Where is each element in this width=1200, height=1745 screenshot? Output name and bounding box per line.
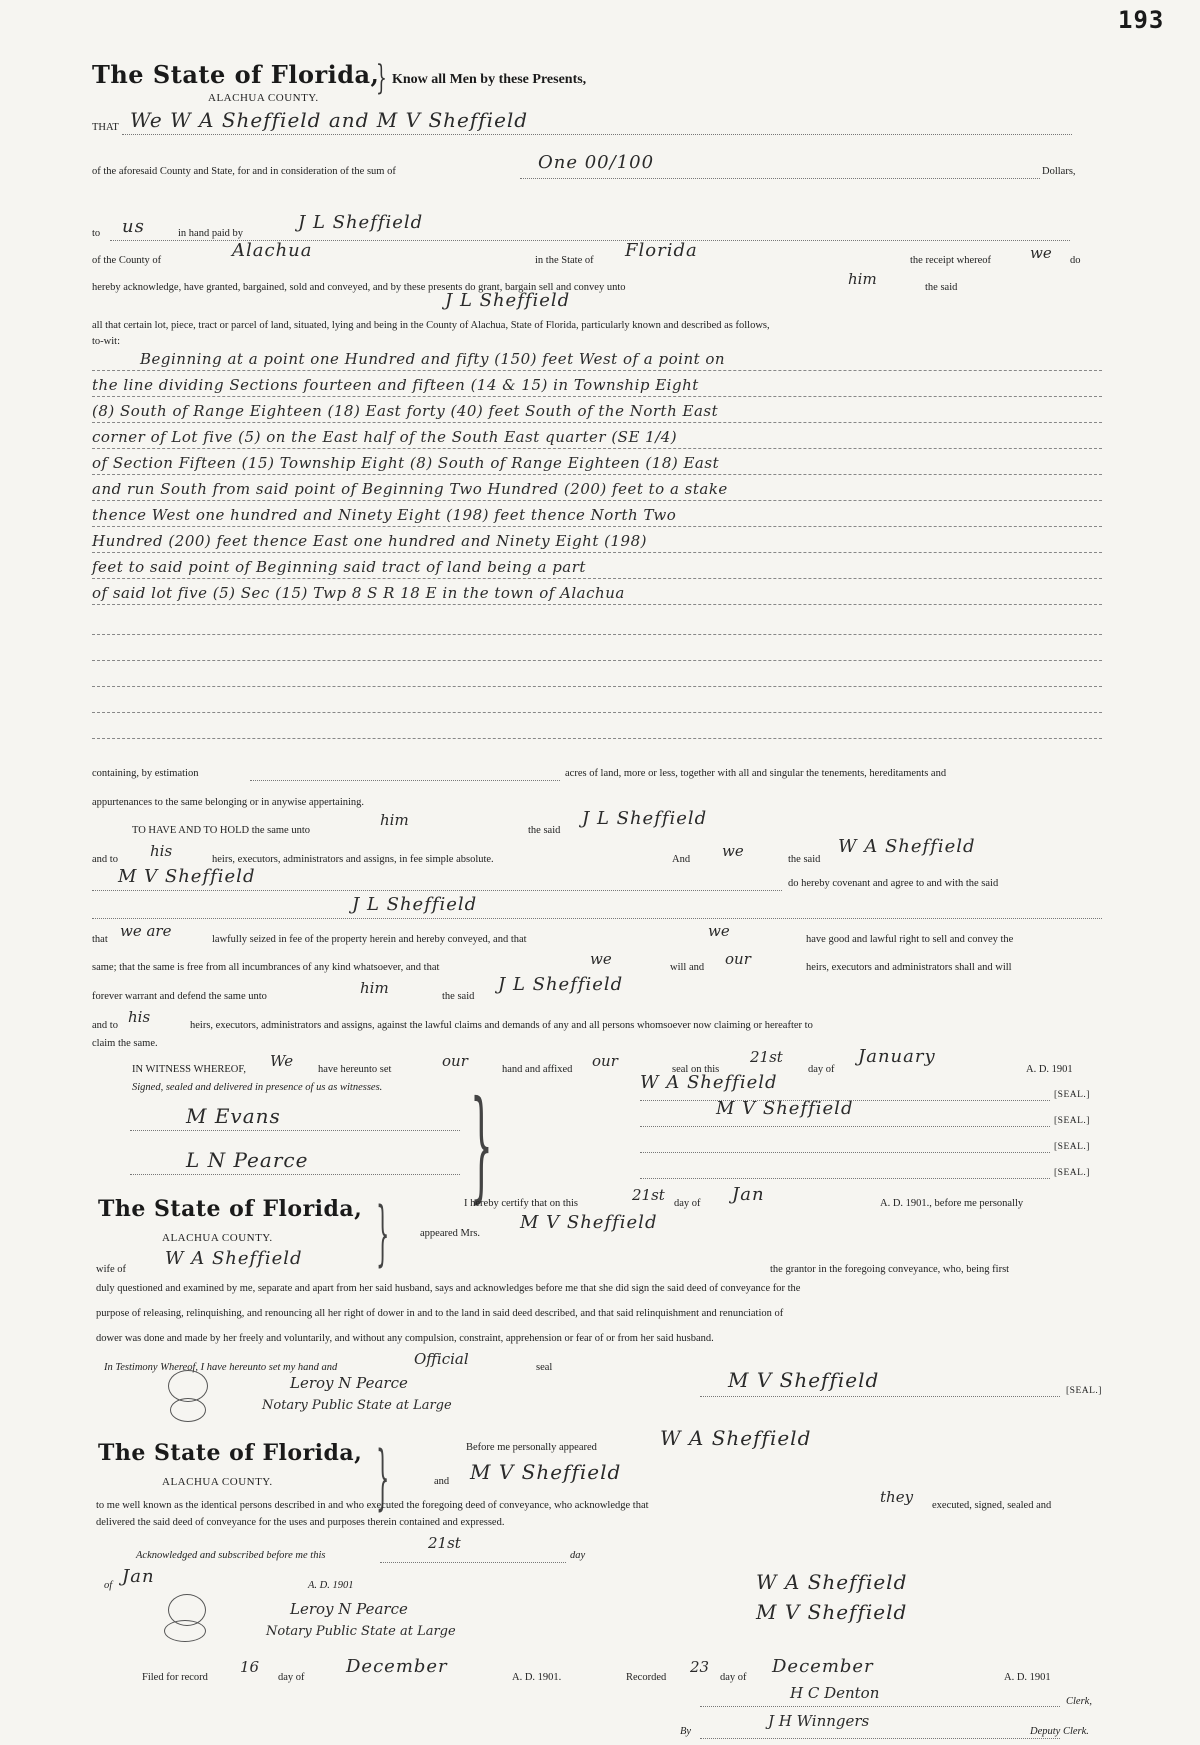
filed-text: Filed for record	[142, 1672, 208, 1683]
lawfully-handwritten: we	[708, 922, 730, 940]
dower-brace: }	[376, 1192, 390, 1274]
rec-month-handwritten: December	[772, 1656, 874, 1677]
forever-text: forever warrant and defend the same unto	[92, 991, 267, 1002]
to-wit-label: to-wit:	[92, 336, 120, 347]
containing-text: containing, by estimation	[92, 768, 199, 779]
description-line: Beginning at a point one Hundred and fifty (150) feet West of a point on	[140, 350, 726, 368]
seal-word: seal	[536, 1362, 553, 1373]
dower-notary-title-handwritten: Notary Public State at Large	[262, 1398, 452, 1413]
testimony-text: In Testimony Whereof, I have hereunto set my hand and	[104, 1362, 338, 1373]
state-handwritten: Florida	[625, 240, 698, 261]
filed-day-of: day of	[278, 1672, 305, 1683]
witness2-handwritten: L N Pearce	[186, 1148, 309, 1172]
and-to-2-label: and to	[92, 1020, 118, 1031]
filed-month-handwritten: December	[346, 1656, 448, 1677]
day-handwritten: 21st	[750, 1048, 783, 1066]
certify-text: I hereby certify that on this	[464, 1198, 579, 1209]
that-text: that	[92, 934, 108, 945]
county-label: ALACHUA COUNTY.	[208, 92, 319, 104]
signer1-handwritten: W A Sheffield	[640, 1072, 778, 1093]
description-line: thence West one hundred and Ninety Eight (198) feet thence North Two	[92, 506, 677, 524]
claim-text: claim the same.	[92, 1038, 158, 1049]
day-of-text: day of	[808, 1064, 835, 1075]
consideration-text: of the aforesaid County and State, for and in consideration of the sum of	[92, 166, 396, 177]
signer2-handwritten: M V Sheffield	[716, 1098, 854, 1119]
seal-label-1: [SEAL.]	[1054, 1090, 1090, 1100]
ack-person2-handwritten: M V Sheffield	[470, 1460, 622, 1484]
heirs-text: heirs, executors, administrators and assigns, in fee simple absolute.	[212, 854, 494, 865]
same-handwritten-1: we	[590, 950, 612, 968]
witness-text: IN WITNESS WHEREOF,	[132, 1064, 246, 1075]
ack-ad: A. D. 1901	[308, 1580, 354, 1591]
the-said-4: the said	[442, 991, 475, 1002]
forever-handwritten: him	[360, 979, 389, 997]
dower-day-handwritten: 21st	[632, 1186, 665, 1204]
grantor-text: the grantor in the foregoing conveyance, who, being first	[770, 1264, 1010, 1275]
ack-brace: }	[376, 1436, 390, 1518]
ack-day-handwritten: 21st	[428, 1534, 461, 1552]
dower-body-line: dower was done and made by her freely and voluntarily, and without any compulsion, constraint, apprehension or fear of or from her said husband.	[96, 1333, 714, 1344]
ack-of-text: of	[104, 1580, 113, 1591]
ack-notary-seal-flourish	[164, 1620, 206, 1642]
the-said-2: the said	[528, 825, 561, 836]
do-label: do	[1070, 255, 1081, 266]
that-label: THAT	[92, 122, 119, 133]
notary-seal-flourish	[170, 1398, 206, 1422]
appeared-text: appeared Mrs.	[420, 1228, 481, 1239]
ack-line-1: to me well known as the identical persons described in and who executed the foregoing deed of conveyance, who acknowledge that	[96, 1500, 649, 1511]
dower-body-line: duly questioned and examined by me, separate and apart from her said husband, says and acknowledges before me that she did sign the said deed of conveyance for the	[96, 1283, 801, 1294]
have-set-text: have hereunto set	[318, 1064, 392, 1075]
deputy-handwritten: J H Winngers	[768, 1712, 870, 1730]
ack-day-word: day	[570, 1550, 586, 1561]
ack-and-text: and	[434, 1476, 450, 1487]
and-label: And	[672, 854, 691, 865]
witness-handwritten-1: We	[270, 1052, 294, 1070]
dower-ad: A. D. 1901., before me personally	[880, 1198, 1024, 1209]
to-have-handwritten: him	[380, 811, 409, 829]
dower-signer-handwritten: M V Sheffield	[728, 1368, 880, 1392]
covenantee-handwritten: J L Sheffield	[352, 894, 478, 915]
ack-month-handwritten: Jan	[122, 1566, 155, 1587]
before-me-text: Before me personally appeared	[466, 1442, 597, 1453]
ack-notary-handwritten: Leroy N Pearce	[290, 1600, 408, 1618]
acknowledged-text: Acknowledged and subscribed before me this	[136, 1550, 326, 1561]
clerk-label: Clerk,	[1066, 1696, 1092, 1707]
ad-text: A. D. 1901	[1026, 1064, 1073, 1075]
and-to-2-handwritten: his	[128, 1008, 151, 1026]
witness-handwritten-3: our	[592, 1052, 618, 1070]
ack-state-title: The State of Florida,	[98, 1440, 363, 1466]
the-said-label: the said	[925, 282, 958, 293]
the-said-3: the said	[788, 854, 821, 865]
header-brace: }	[376, 58, 387, 98]
dollars-label: Dollars,	[1042, 166, 1076, 177]
to-handwritten: us	[122, 216, 145, 237]
grantee-handwritten: J L Sheffield	[445, 290, 571, 311]
ack-signer2-handwritten: M V Sheffield	[756, 1600, 908, 1624]
rec-day-handwritten: 23	[690, 1658, 710, 1676]
covenantor1-handwritten: W A Sheffield	[838, 836, 976, 857]
know-all-men: Know all Men by these Presents,	[392, 72, 587, 87]
state-title: The State of Florida,	[92, 60, 380, 89]
grantors-handwritten: We W A Sheffield and M V Sheffield	[130, 108, 529, 132]
they-handwritten: they	[880, 1488, 914, 1506]
description-line: corner of Lot five (5) on the East half of the South East quarter (SE 1/4)	[92, 428, 678, 446]
ack-signer1-handwritten: W A Sheffield	[756, 1570, 908, 1594]
by-label: By	[680, 1726, 692, 1737]
dower-state-title: The State of Florida,	[98, 1196, 363, 1222]
dower-seal-label: [SEAL.]	[1066, 1386, 1102, 1396]
forever-grantee-handwritten: J L Sheffield	[498, 974, 624, 995]
description-line: the line dividing Sections fourteen and fifteen (14 & 15) in Township Eight	[92, 376, 699, 394]
dower-body-line: purpose of releasing, relinquishing, and renouncing all her right of dower in and to the land in said deed described, and that said relinquishment and renunciation of	[96, 1308, 784, 1319]
seal-label-2: [SEAL.]	[1054, 1116, 1090, 1126]
county-of-label: of the County of	[92, 255, 162, 266]
official-handwritten: Official	[414, 1350, 469, 1368]
description-line: Hundred (200) feet thence East one hundred and Ninety Eight (198)	[92, 532, 647, 550]
filed-ad: A. D. 1901.	[512, 1672, 562, 1683]
in-hand-paid: in hand paid by	[178, 228, 244, 239]
heirs-exec-text: heirs, executors and administrators shall and will	[806, 962, 1012, 973]
covenantor2-handwritten: M V Sheffield	[118, 866, 256, 887]
wife-of-text: wife of	[96, 1264, 127, 1275]
description-line: (8) South of Range Eighteen (18) East forty (40) feet South of the North East	[92, 402, 719, 420]
seal-label-4: [SEAL.]	[1054, 1168, 1090, 1178]
county-handwritten: Alachua	[232, 240, 313, 261]
month-handwritten: January	[858, 1046, 936, 1067]
same-free-text: same; that the same is free from all incumbrances of any kind whatsoever, and that	[92, 962, 440, 973]
and-handwritten: we	[722, 842, 744, 860]
appurtenances-text: appurtenances to the same belonging or in anywise appertaining.	[92, 797, 365, 808]
recorded-text: Recorded	[626, 1672, 667, 1683]
clerk-handwritten: H C Denton	[790, 1684, 880, 1702]
description-line: of said lot five (5) Sec (15) Twp 8 S R 18 E in the town of Alachua	[92, 584, 625, 602]
filed-day-handwritten: 16	[240, 1658, 260, 1676]
seal-this-text: seal on this	[672, 1064, 720, 1075]
to-have-text: TO HAVE AND TO HOLD the same unto	[132, 825, 311, 836]
will-and-text: will and	[670, 962, 705, 973]
witness1-handwritten: M Evans	[186, 1104, 281, 1128]
acknowledge-text: hereby acknowledge, have granted, bargained, sold and conveyed, and by these presents do grant, bargain sell and convey unto	[92, 282, 626, 293]
hand-affixed-text: hand and affixed	[502, 1064, 573, 1075]
lawfully-text: lawfully seized in fee of the property herein and hereby conveyed, and that	[212, 934, 527, 945]
in-state-of: in the State of	[535, 255, 594, 266]
receipt-whereof: the receipt whereof	[910, 255, 992, 266]
rec-day-of: day of	[720, 1672, 747, 1683]
ack-line-1-end: executed, signed, sealed and	[932, 1500, 1052, 1511]
sum-handwritten: One 00/100	[538, 152, 655, 173]
dower-notary-handwritten: Leroy N Pearce	[290, 1374, 408, 1392]
good-right-text: have good and lawful right to sell and convey the	[806, 934, 1014, 945]
heirs-2-text: heirs, executors, administrators and assigns, against the lawful claims and demands of any and all persons whomsoever now claiming or hereafter to	[190, 1020, 813, 1031]
seal-label-3: [SEAL.]	[1054, 1142, 1090, 1152]
description-line: feet to said point of Beginning said tract of land being a part	[92, 558, 586, 576]
husband-handwritten: W A Sheffield	[165, 1248, 303, 1269]
covenant-text: do hereby covenant and agree to and with the said	[788, 878, 999, 889]
ack-person1-handwritten: W A Sheffield	[660, 1426, 812, 1450]
same-handwritten-2: our	[725, 950, 751, 968]
deputy-clerk-label: Deputy Clerk.	[1030, 1726, 1089, 1737]
description-line: of Section Fifteen (15) Township Eight (8) South of Range Eighteen (18) East	[92, 454, 720, 472]
ack-county: ALACHUA COUNTY.	[162, 1476, 273, 1488]
receipt-handwritten: we	[1030, 244, 1052, 262]
dower-county: ALACHUA COUNTY.	[162, 1232, 273, 1244]
witness-brace: }	[470, 1076, 493, 1215]
dower-day-of: day of	[674, 1198, 701, 1209]
and-to-handwritten: his	[150, 842, 173, 860]
unto-handwritten: him	[848, 270, 877, 288]
signed-sealed-text: Signed, sealed and delivered in presence of us as witnesses.	[132, 1082, 383, 1093]
rec-ad: A. D. 1901	[1004, 1672, 1051, 1683]
ack-line-2: delivered the said deed of conveyance for the uses and purposes therein contained and expressed.	[96, 1517, 505, 1528]
to-have-grantee-handwritten: J L Sheffield	[582, 808, 708, 829]
acres-text: acres of land, more or less, together with all and singular the tenements, hereditaments and	[565, 768, 947, 779]
witness-handwritten-2: our	[442, 1052, 468, 1070]
and-to-label: and to	[92, 854, 118, 865]
payer-handwritten: J L Sheffield	[298, 212, 424, 233]
ack-notary-title-handwritten: Notary Public State at Large	[266, 1624, 456, 1639]
that-handwritten: we are	[120, 922, 172, 940]
description-line: and run South from said point of Beginning Two Hundred (200) feet to a stake	[92, 480, 728, 498]
dower-month-handwritten: Jan	[732, 1184, 765, 1205]
to-label: to	[92, 228, 101, 239]
appeared-handwritten: M V Sheffield	[520, 1212, 658, 1233]
all-that-text: all that certain lot, piece, tract or parcel of land, situated, lying and being in the County of Alachua, State of Florida, particularly known and described as follows,	[92, 320, 770, 331]
page-number: 193	[1118, 6, 1165, 34]
